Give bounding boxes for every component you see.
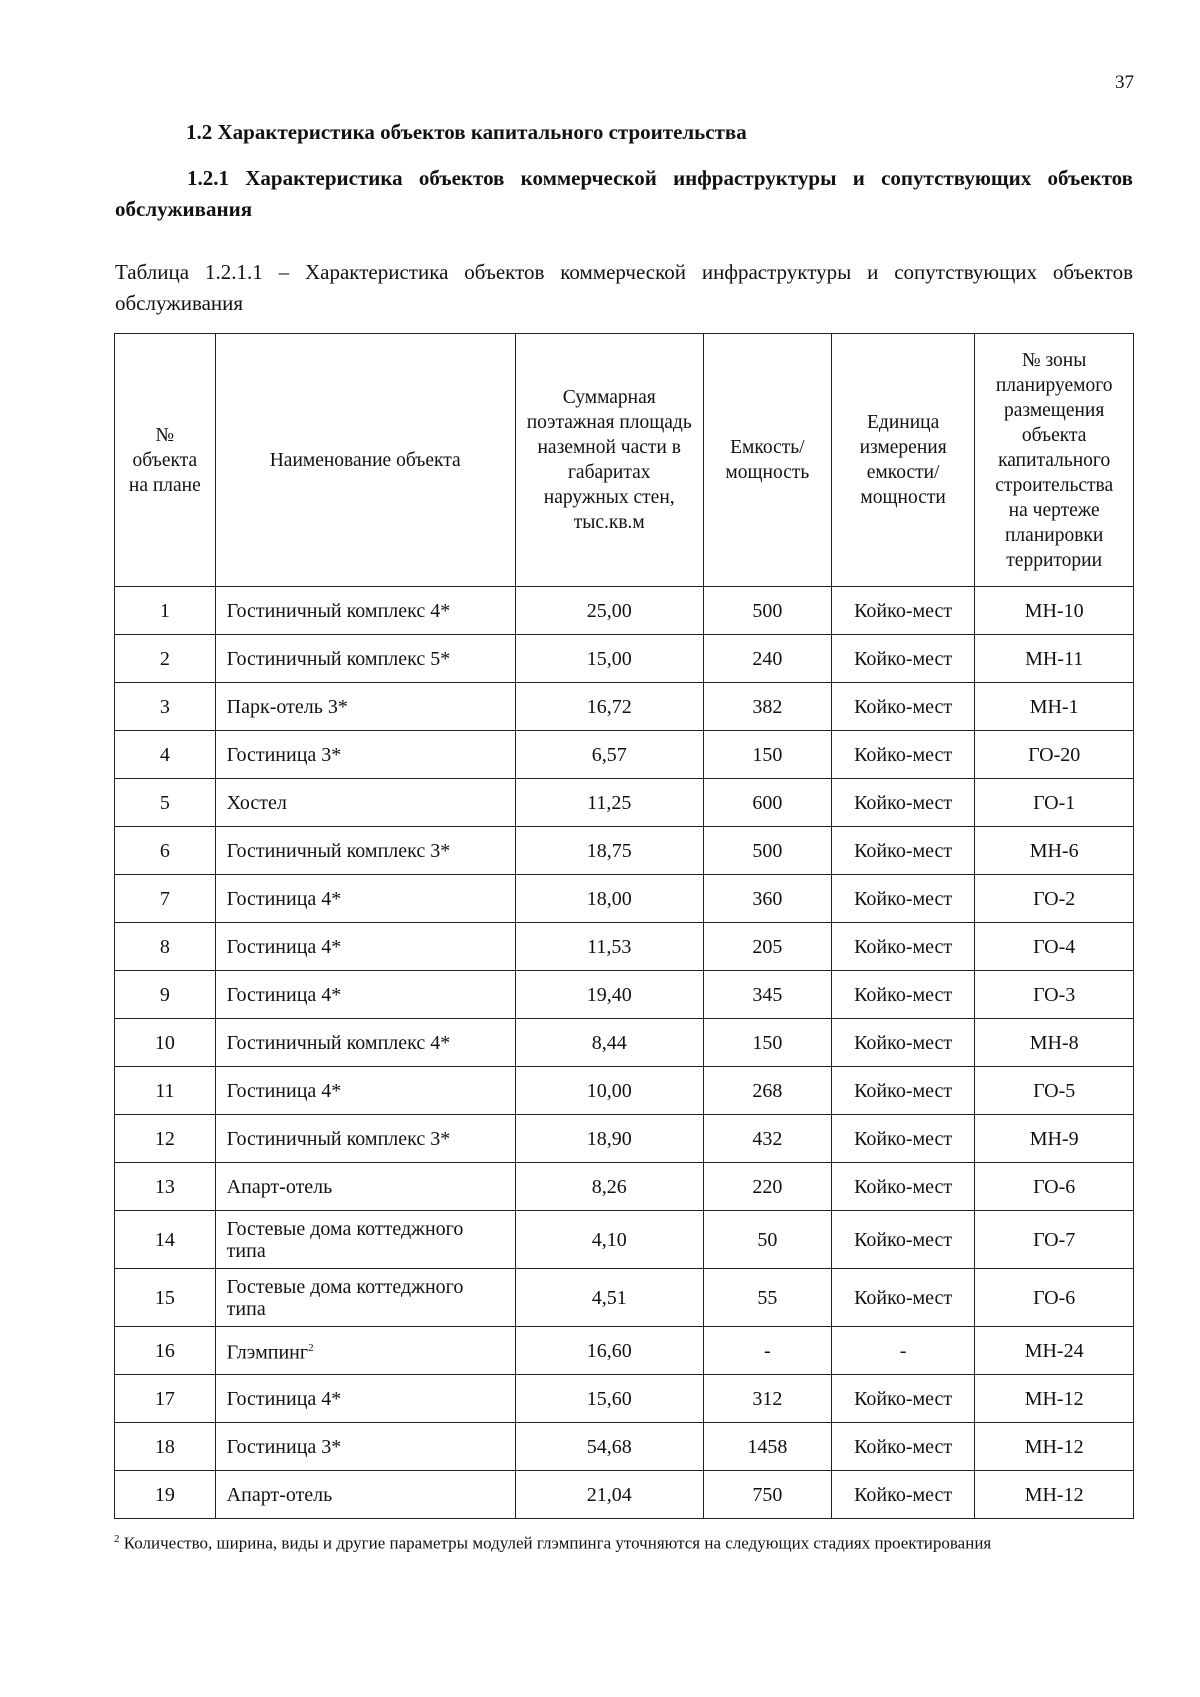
cell-capacity-text: 750: [752, 1483, 783, 1506]
table-row: [115, 683, 1134, 731]
cell-object-name: [215, 1327, 515, 1375]
cell-object-name-text: Гостиница 3*: [226, 1435, 342, 1458]
cell-capacity-unit-text: Койко-мест: [854, 743, 953, 766]
cell-capacity-unit: [831, 1375, 974, 1423]
cell-object-number-text: 4: [159, 743, 170, 766]
cell-zone-number: [975, 1269, 1134, 1327]
cell-object-name: [215, 971, 515, 1019]
cell-capacity-unit-text: Койко-мест: [854, 1228, 953, 1251]
cell-floor-area: [515, 1375, 703, 1423]
cell-zone-number: [975, 1019, 1134, 1067]
cell-floor-area-text: 18,90: [586, 1127, 632, 1150]
cell-zone-number-text: ГО-2: [1033, 887, 1076, 910]
cell-capacity-unit: [831, 1423, 974, 1471]
cell-capacity-unit: [831, 1019, 974, 1067]
cell-object-number: [115, 1211, 216, 1269]
cell-floor-area: [515, 1163, 703, 1211]
cell-floor-area-text: 4,51: [591, 1286, 627, 1309]
cell-capacity: [703, 1269, 831, 1327]
cell-capacity-text: 150: [752, 1031, 783, 1054]
cell-object-name-text: Гостиничный комплекс 4*: [226, 1031, 451, 1054]
cell-object-name: [215, 779, 515, 827]
cell-floor-area: [515, 1269, 703, 1327]
table-row: [115, 923, 1134, 971]
cell-floor-area-text: 19,40: [586, 983, 632, 1006]
cell-floor-area: [515, 635, 703, 683]
cell-floor-area-text: 54,68: [586, 1435, 632, 1458]
cell-object-name: [215, 1019, 515, 1067]
cell-zone-number-text: ГО-1: [1033, 791, 1076, 814]
header-capacity: Емкость/ мощность: [703, 334, 831, 587]
cell-object-name: [215, 923, 515, 971]
cell-object-number: [115, 1019, 216, 1067]
cell-object-number: [115, 1327, 216, 1375]
table-row: [115, 587, 1134, 635]
cell-capacity-unit: [831, 587, 974, 635]
cell-object-number: [115, 779, 216, 827]
cell-capacity-text: 150: [752, 743, 783, 766]
cell-object-name: [215, 875, 515, 923]
cell-capacity-unit: [831, 779, 974, 827]
cell-object-name: [215, 1067, 515, 1115]
cell-object-name: [215, 635, 515, 683]
header-object-name: Наименование объекта: [215, 334, 515, 587]
cell-zone-number: [975, 731, 1134, 779]
cell-floor-area: [515, 971, 703, 1019]
table-row: [115, 1471, 1134, 1519]
cell-object-name: [215, 1375, 515, 1423]
cell-object-number-text: 8: [159, 935, 170, 958]
cell-capacity-unit: [831, 731, 974, 779]
table-row: [115, 1163, 1134, 1211]
cell-object-number-text: 13: [154, 1175, 175, 1198]
cell-object-name-text: Гостиница 4*: [226, 1387, 342, 1410]
cell-floor-area: [515, 683, 703, 731]
cell-zone-number: [975, 587, 1134, 635]
cell-zone-number-text: ГО-20: [1028, 743, 1081, 766]
cell-object-number-text: 11: [155, 1079, 175, 1102]
cell-object-name-text: Гостиница 3*: [226, 743, 342, 766]
cell-capacity-unit: [831, 635, 974, 683]
cell-capacity-text: 500: [752, 839, 783, 862]
cell-floor-area-text: 10,00: [586, 1079, 632, 1102]
cell-capacity-text: 432: [752, 1127, 783, 1150]
cell-floor-area: [515, 731, 703, 779]
cell-floor-area-text: 6,57: [591, 743, 627, 766]
cell-object-name-text: Парк-отель 3*: [226, 695, 348, 718]
cell-capacity: [703, 635, 831, 683]
table-row: [115, 971, 1134, 1019]
cell-zone-number: [975, 827, 1134, 875]
cell-object-number-text: 6: [159, 839, 170, 862]
cell-zone-number-text: МН-24: [1024, 1339, 1084, 1362]
cell-object-number-text: 7: [159, 887, 170, 910]
cell-capacity-text: 50: [757, 1228, 778, 1251]
cell-object-number: [115, 1163, 216, 1211]
cell-floor-area-text: 21,04: [586, 1483, 632, 1506]
cell-zone-number: [975, 1163, 1134, 1211]
cell-floor-area-text: 15,00: [586, 647, 632, 670]
cell-capacity-unit: [831, 875, 974, 923]
cell-object-name: [215, 1163, 515, 1211]
table-row: [115, 1211, 1134, 1269]
cell-capacity-unit-text: -: [899, 1339, 907, 1362]
cell-object-name: [215, 587, 515, 635]
cell-object-name-text: Гостиничный комплекс 3*: [226, 1127, 451, 1150]
cell-capacity-text: 268: [752, 1079, 783, 1102]
cell-floor-area-text: 8,44: [591, 1031, 627, 1054]
cell-capacity-unit: [831, 683, 974, 731]
cell-floor-area-text: 25,00: [586, 599, 632, 622]
cell-zone-number-text: МН-12: [1024, 1435, 1084, 1458]
cell-object-name: [215, 827, 515, 875]
cell-object-number: [115, 1115, 216, 1163]
cell-object-number-text: 10: [154, 1031, 175, 1054]
footnote-marker: 2: [114, 1533, 120, 1545]
cell-object-name: [215, 1211, 515, 1269]
cell-capacity-unit: [831, 1115, 974, 1163]
table-row: [115, 1327, 1134, 1375]
cell-object-number-text: 2: [159, 647, 170, 670]
cell-object-name: [215, 731, 515, 779]
cell-capacity-text: -: [764, 1339, 771, 1362]
cell-zone-number: [975, 1327, 1134, 1375]
cell-floor-area-text: 18,00: [586, 887, 632, 910]
table-row: [115, 1375, 1134, 1423]
table-caption: Таблица 1.2.1.1 – Характеристика объектов коммерческой инфраструктуры и сопутствующих объектов обслуживания: [115, 260, 1133, 315]
cell-capacity-unit-text: Койко-мест: [854, 1435, 953, 1458]
cell-capacity: [703, 779, 831, 827]
cell-capacity: [703, 1019, 831, 1067]
cell-zone-number-text: МН-6: [1029, 839, 1079, 862]
cell-zone-number-text: МН-12: [1024, 1483, 1084, 1506]
cell-object-number-text: 16: [154, 1339, 175, 1362]
cell-object-name-text: Гостиница 4*: [226, 1079, 342, 1102]
cell-object-name: [215, 1423, 515, 1471]
cell-floor-area: [515, 1471, 703, 1519]
cell-capacity-unit-text: Койко-мест: [854, 695, 953, 718]
cell-capacity-unit: [831, 827, 974, 875]
cell-object-name-text: Гостиничный комплекс 4*: [226, 599, 451, 622]
cell-object-name-text: Гостиница 4*: [226, 983, 342, 1006]
cell-object-number: [115, 731, 216, 779]
cell-capacity: [703, 1375, 831, 1423]
cell-object-name-text: Апарт-отель: [226, 1483, 333, 1506]
cell-object-number: [115, 635, 216, 683]
cell-capacity: [703, 587, 831, 635]
cell-zone-number-text: ГО-7: [1033, 1228, 1076, 1251]
cell-object-number-text: 14: [154, 1228, 175, 1251]
cell-capacity-unit-text: Койко-мест: [854, 935, 953, 958]
table-row: [115, 1423, 1134, 1471]
subsection-title: 1.2.1 Характеристика объектов коммерческой инфраструктуры и сопутствующих объектов обслуживания: [115, 166, 1133, 221]
cell-capacity-text: 312: [752, 1387, 783, 1410]
cell-floor-area: [515, 1423, 703, 1471]
cell-object-name-text: Гостиничный комплекс 5*: [226, 647, 451, 670]
cell-object-number-text: 19: [154, 1483, 175, 1506]
cell-capacity-text: 600: [752, 791, 783, 814]
cell-zone-number-text: МН-8: [1029, 1031, 1079, 1054]
cell-object-number: [115, 1067, 216, 1115]
cell-capacity-unit-text: Койко-мест: [854, 1175, 953, 1198]
cell-zone-number-text: ГО-3: [1033, 983, 1076, 1006]
cell-capacity: [703, 1471, 831, 1519]
cell-object-name-text: Гостиница 4*: [226, 887, 342, 910]
table-row: [115, 1115, 1134, 1163]
cell-zone-number: [975, 779, 1134, 827]
cell-capacity-text: 240: [752, 647, 783, 670]
cell-zone-number: [975, 1211, 1134, 1269]
cell-capacity-unit-text: Койко-мест: [854, 1286, 953, 1309]
cell-capacity-unit: [831, 1211, 974, 1269]
cell-floor-area: [515, 779, 703, 827]
cell-capacity: [703, 1423, 831, 1471]
cell-zone-number: [975, 1375, 1134, 1423]
cell-capacity: [703, 875, 831, 923]
cell-capacity-unit-text: Койко-мест: [854, 1387, 953, 1410]
cell-object-name-text: Хостел: [226, 791, 287, 814]
cell-zone-number-text: МН-12: [1024, 1387, 1084, 1410]
cell-capacity-unit-text: Койко-мест: [854, 1079, 953, 1102]
cell-zone-number: [975, 1067, 1134, 1115]
cell-zone-number: [975, 971, 1134, 1019]
cell-floor-area-text: 11,53: [587, 935, 632, 958]
cell-object-number-text: 18: [154, 1435, 175, 1458]
cell-object-number-text: 17: [154, 1387, 175, 1410]
cell-capacity-unit: [831, 1067, 974, 1115]
table-body: [115, 587, 1134, 1519]
cell-object-number: [115, 1423, 216, 1471]
cell-floor-area: [515, 923, 703, 971]
footnote-divider: [114, 1518, 405, 1519]
cell-zone-number-text: ГО-5: [1033, 1079, 1076, 1102]
cell-capacity-unit: [831, 971, 974, 1019]
cell-zone-number-text: МН-11: [1025, 647, 1084, 670]
cell-capacity-unit-text: Койко-мест: [854, 647, 953, 670]
cell-capacity-unit: [831, 1269, 974, 1327]
cell-object-name-text: Гостиничный комплекс 3*: [226, 839, 451, 862]
cell-capacity-text: 220: [752, 1175, 783, 1198]
cell-floor-area: [515, 587, 703, 635]
cell-floor-area-text: 4,10: [591, 1228, 627, 1251]
cell-capacity-text: 205: [752, 935, 783, 958]
header-floor-area: Суммарная поэтажная площадь наземной части в габаритах наружных стен, тыс.кв.м: [515, 334, 703, 587]
cell-floor-area: [515, 1327, 703, 1375]
table-row: [115, 1269, 1134, 1327]
cell-capacity-text: 360: [752, 887, 783, 910]
cell-floor-area-text: 11,25: [587, 791, 632, 814]
table-row: [115, 635, 1134, 683]
cell-capacity-unit-text: Койко-мест: [854, 983, 953, 1006]
cell-zone-number: [975, 635, 1134, 683]
cell-floor-area: [515, 875, 703, 923]
cell-floor-area: [515, 1115, 703, 1163]
cell-capacity-unit: [831, 1163, 974, 1211]
cell-object-number: [115, 923, 216, 971]
cell-capacity-unit-text: Койко-мест: [854, 1031, 953, 1054]
cell-capacity: [703, 971, 831, 1019]
cell-capacity-unit: [831, 923, 974, 971]
cell-capacity: [703, 923, 831, 971]
cell-object-number: [115, 587, 216, 635]
cell-object-number: [115, 683, 216, 731]
objects-table: [114, 333, 1134, 1519]
cell-object-number: [115, 827, 216, 875]
cell-capacity-unit-text: Койко-мест: [854, 839, 953, 862]
cell-object-number: [115, 971, 216, 1019]
cell-floor-area-text: 16,72: [586, 695, 632, 718]
cell-object-name-text: Глэмпинг: [226, 1341, 309, 1364]
cell-zone-number: [975, 1471, 1134, 1519]
cell-object-number: [115, 1375, 216, 1423]
section-title: 1.2 Характеристика объектов капитального строительства: [186, 120, 747, 144]
cell-zone-number: [975, 923, 1134, 971]
cell-capacity-unit-text: Койко-мест: [854, 791, 953, 814]
cell-floor-area: [515, 1211, 703, 1269]
cell-capacity-text: 55: [757, 1286, 778, 1309]
cell-floor-area: [515, 1067, 703, 1115]
cell-object-number: [115, 1269, 216, 1327]
cell-object-name-text: Гостиница 4*: [226, 935, 342, 958]
cell-floor-area: [515, 1019, 703, 1067]
cell-capacity-text: 1458: [747, 1435, 788, 1458]
header-capacity-unit: Единица измерения емкости/ мощности: [831, 334, 974, 587]
table-row: [115, 875, 1134, 923]
cell-object-name-text: Гостевые дома коттеджного типа: [226, 1275, 464, 1320]
cell-object-number-text: 5: [159, 791, 170, 814]
cell-capacity-text: 345: [752, 983, 783, 1006]
cell-object-name: [215, 1269, 515, 1327]
cell-object-number-text: 12: [154, 1127, 175, 1150]
cell-zone-number-text: ГО-6: [1033, 1175, 1076, 1198]
cell-capacity: [703, 1067, 831, 1115]
cell-floor-area: [515, 827, 703, 875]
footnote-text: Количество, ширина, виды и другие параметры модулей глэмпинга уточняются на следующих стадиях проектирования: [123, 1533, 992, 1553]
footnote: [114, 1528, 1114, 1555]
cell-zone-number-text: МН-10: [1024, 599, 1084, 622]
table-row: [115, 779, 1134, 827]
cell-capacity: [703, 731, 831, 779]
footnote-reference: 2: [308, 1342, 314, 1355]
cell-capacity-unit-text: Койко-мест: [854, 887, 953, 910]
cell-capacity-unit-text: Койко-мест: [854, 1483, 953, 1506]
header-zone-number: № зоны планируемого размещения объекта капитального строительства на чертеже планировки территории: [975, 334, 1134, 587]
cell-object-name-text: Апарт-отель: [226, 1175, 333, 1198]
cell-capacity: [703, 827, 831, 875]
cell-floor-area-text: 8,26: [591, 1175, 627, 1198]
cell-capacity-unit-text: Койко-мест: [854, 1127, 953, 1150]
cell-capacity: [703, 683, 831, 731]
cell-capacity: [703, 1115, 831, 1163]
cell-capacity-unit: [831, 1471, 974, 1519]
cell-capacity: [703, 1327, 831, 1375]
cell-capacity-text: 500: [752, 599, 783, 622]
cell-object-number: [115, 1471, 216, 1519]
cell-object-number: [115, 875, 216, 923]
cell-floor-area-text: 15,60: [586, 1387, 632, 1410]
table-row: [115, 1067, 1134, 1115]
cell-floor-area-text: 18,75: [586, 839, 632, 862]
cell-zone-number-text: МН-1: [1029, 695, 1079, 718]
table-row: [115, 1019, 1134, 1067]
cell-zone-number: [975, 683, 1134, 731]
page-number: 37: [1115, 72, 1134, 93]
cell-object-number-text: 9: [159, 983, 170, 1006]
table-row: [115, 827, 1134, 875]
cell-zone-number-text: МН-9: [1029, 1127, 1079, 1150]
cell-object-name: [215, 683, 515, 731]
cell-zone-number: [975, 1115, 1134, 1163]
cell-object-number-text: 15: [154, 1286, 175, 1309]
cell-zone-number: [975, 1423, 1134, 1471]
cell-floor-area-text: 16,60: [586, 1339, 632, 1362]
cell-zone-number-text: ГО-4: [1033, 935, 1076, 958]
cell-capacity-unit: [831, 1327, 974, 1375]
cell-zone-number-text: ГО-6: [1033, 1286, 1076, 1309]
cell-capacity: [703, 1211, 831, 1269]
header-object-number: № объекта на плане: [115, 334, 216, 587]
cell-zone-number: [975, 875, 1134, 923]
cell-object-number-text: 3: [159, 695, 170, 718]
cell-capacity-text: 382: [752, 695, 783, 718]
cell-capacity-unit-text: Койко-мест: [854, 599, 953, 622]
table-row: [115, 731, 1134, 779]
cell-object-number-text: 1: [159, 599, 170, 622]
cell-object-name-text: Гостевые дома коттеджного типа: [226, 1217, 464, 1262]
table-header-row: [115, 334, 1134, 587]
cell-object-name: [215, 1115, 515, 1163]
cell-capacity: [703, 1163, 831, 1211]
cell-object-name: [215, 1471, 515, 1519]
